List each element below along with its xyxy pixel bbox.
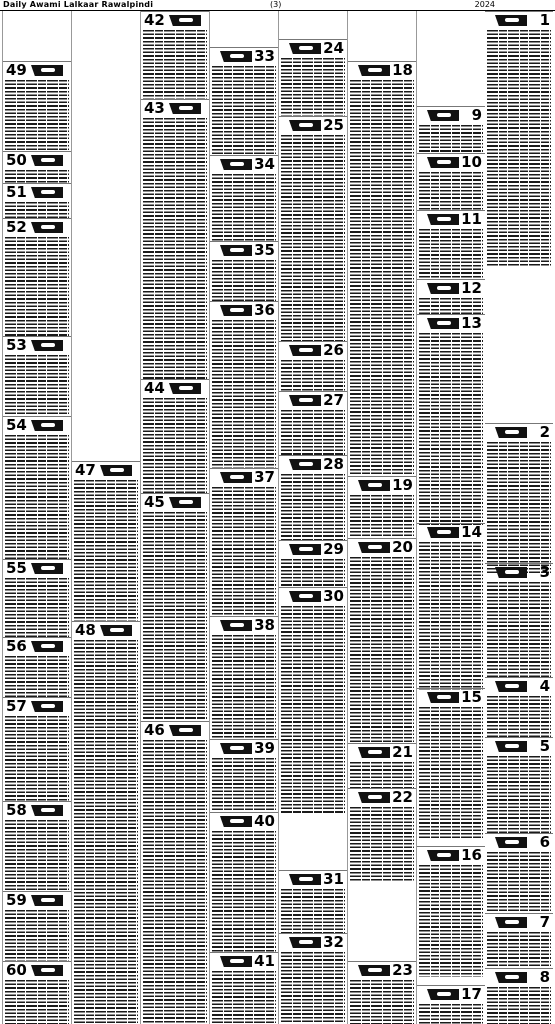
notice-banner-icon: [289, 395, 321, 406]
notice-number: 56: [6, 637, 27, 655]
notice-banner-icon: [220, 51, 252, 62]
notice-banner-icon: [289, 937, 321, 948]
notice-banner-icon: [31, 701, 63, 712]
notice-body-text: [419, 1004, 483, 1024]
notice-body-text: [419, 542, 483, 690]
notice-36: [210, 301, 278, 469]
notice-number: 14: [461, 523, 482, 541]
notice-banner-icon: [427, 527, 459, 538]
notice-10: [417, 153, 485, 211]
notice-banner-icon: [31, 895, 63, 906]
notice-banner-icon: [169, 383, 201, 394]
notice-banner-icon: [31, 340, 63, 351]
notice-37: [210, 468, 278, 617]
notice-56: [3, 637, 71, 698]
notice-number: 39: [254, 739, 275, 757]
notice-body-text: [487, 987, 551, 1024]
notice-47: [72, 461, 140, 622]
notice-banner-icon: [427, 283, 459, 294]
notice-body-text: [5, 820, 69, 892]
notice-30: [279, 587, 347, 813]
notice-body-text: [281, 952, 345, 1024]
notice-banner-icon: [495, 15, 527, 26]
notice-number: 60: [6, 961, 27, 979]
notice-banner-icon: [358, 965, 390, 976]
notice-8: [485, 968, 553, 1024]
notice-number: 2: [539, 423, 550, 441]
notice-body-text: [143, 398, 207, 494]
notice-banner-icon: [31, 641, 63, 652]
notice-45: [141, 493, 209, 722]
notice-banner-icon: [427, 692, 459, 703]
notice-number: 12: [461, 279, 482, 297]
notice-26: [279, 341, 347, 392]
notice-39: [210, 739, 278, 813]
notice-number: 10: [461, 153, 482, 171]
notice-5: [485, 737, 553, 835]
notice-banner-icon: [100, 465, 132, 476]
notice-banner-icon: [427, 989, 459, 1000]
notice-24: [279, 39, 347, 117]
notice-banner-icon: [289, 120, 321, 131]
notice-body-text: [487, 852, 551, 914]
notice-body-text: [281, 58, 345, 117]
notice-banner-icon: [31, 805, 63, 816]
notice-number: 11: [461, 210, 482, 228]
notice-number: 44: [144, 379, 165, 397]
notice-banner-icon: [169, 725, 201, 736]
notice-52: [3, 218, 71, 337]
notice-body-text: [419, 298, 483, 315]
notice-body-text: [143, 30, 207, 100]
notice-number: 26: [323, 341, 344, 359]
notice-number: 32: [323, 933, 344, 951]
column-5: [209, 11, 278, 1024]
notice-number: 48: [75, 621, 96, 639]
notice-number: 31: [323, 870, 344, 888]
notice-banner-icon: [31, 563, 63, 574]
notice-body-text: [212, 487, 276, 617]
notice-31: [279, 870, 347, 934]
notice-number: 22: [392, 788, 413, 806]
notice-body-text: [5, 716, 69, 802]
page-number: (3): [270, 0, 282, 9]
notice-number: 19: [392, 476, 413, 494]
notice-number: 20: [392, 538, 413, 556]
notice-4: [485, 677, 553, 738]
notice-body-text: [419, 865, 483, 977]
notice-59: [3, 891, 71, 962]
notice-51: [3, 183, 71, 219]
notice-banner-icon: [289, 591, 321, 602]
notice-7: [485, 913, 553, 969]
notice-banner-icon: [495, 681, 527, 692]
notice-banner-icon: [220, 956, 252, 967]
column-4: [278, 11, 347, 1024]
notice-number: 42: [144, 11, 165, 29]
notice-body-text: [419, 333, 483, 525]
notice-banner-icon: [100, 625, 132, 636]
notice-banner-icon: [358, 747, 390, 758]
newspaper-name: Daily Awami Lalkaar Rawalpindi: [3, 0, 154, 9]
notice-banner-icon: [220, 472, 252, 483]
notice-body-text: [212, 66, 276, 156]
notice-44: [141, 379, 209, 494]
notice-number: 51: [6, 183, 27, 201]
notice-body-text: [419, 172, 483, 211]
notice-body-text: [212, 260, 276, 302]
notice-body-text: [5, 170, 69, 184]
notice-banner-icon: [427, 110, 459, 121]
notice-body-text: [5, 202, 69, 219]
notice-number: 5: [539, 737, 550, 755]
notice-body-text: [5, 80, 69, 152]
notice-banner-icon: [495, 427, 527, 438]
notice-number: 43: [144, 99, 165, 117]
notice-banner-icon: [31, 222, 63, 233]
notice-number: 6: [539, 833, 550, 851]
notice-number: 8: [539, 968, 550, 986]
notice-1: [485, 11, 553, 267]
notice-body-text: [350, 80, 414, 477]
notice-number: 17: [461, 985, 482, 1003]
notice-body-text: [212, 635, 276, 740]
notice-number: 24: [323, 39, 344, 57]
notice-number: 4: [539, 677, 550, 695]
notice-15: [417, 688, 485, 839]
notice-banner-icon: [358, 542, 390, 553]
notice-banner-icon: [289, 874, 321, 885]
notice-53: [3, 336, 71, 417]
notice-banner-icon: [495, 567, 527, 578]
notice-number: 1: [539, 11, 550, 29]
notice-58: [3, 801, 71, 892]
notice-banner-icon: [220, 305, 252, 316]
notice-banner-icon: [289, 345, 321, 356]
notice-banner-icon: [427, 318, 459, 329]
notice-number: 27: [323, 391, 344, 409]
notice-banner-icon: [31, 187, 63, 198]
notice-body-text: [487, 30, 551, 267]
notice-number: 9: [471, 106, 482, 124]
notice-banner-icon: [169, 15, 201, 26]
notice-number: 49: [6, 61, 27, 79]
notice-banner-icon: [358, 792, 390, 803]
notice-banner-icon: [495, 741, 527, 752]
notice-number: 21: [392, 743, 413, 761]
notice-body-text: [5, 980, 69, 1024]
notice-banner-icon: [31, 155, 63, 166]
notice-number: 38: [254, 616, 275, 634]
notice-number: 46: [144, 721, 165, 739]
notice-20: [348, 538, 416, 744]
notice-banner-icon: [220, 159, 252, 170]
notice-banner-icon: [495, 837, 527, 848]
notice-body-text: [143, 740, 207, 1024]
notice-38: [210, 616, 278, 740]
notice-body-text: [143, 512, 207, 722]
notice-banner-icon: [289, 459, 321, 470]
notice-body-text: [281, 360, 345, 392]
notice-number: 18: [392, 61, 413, 79]
notice-body-text: [5, 355, 69, 417]
notice-banner-icon: [289, 544, 321, 555]
masthead: [0, 0, 555, 11]
notice-banner-icon: [31, 965, 63, 976]
notice-number: 28: [323, 455, 344, 473]
notice-29: [279, 540, 347, 588]
notice-57: [3, 697, 71, 802]
notice-body-text: [281, 559, 345, 588]
notice-50: [3, 151, 71, 184]
notice-banner-icon: [220, 620, 252, 631]
notice-banner-icon: [427, 850, 459, 861]
notice-body-text: [350, 495, 414, 539]
notice-40: [210, 812, 278, 953]
notice-body-text: [212, 320, 276, 469]
notice-number: 16: [461, 846, 482, 864]
column-7: [71, 11, 140, 1024]
notice-banner-icon: [169, 497, 201, 508]
notice-body-text: [350, 762, 414, 789]
notice-number: 40: [254, 812, 275, 830]
notice-number: 54: [6, 416, 27, 434]
notice-23: [348, 961, 416, 1024]
notice-banner-icon: [427, 214, 459, 225]
notice-number: 23: [392, 961, 413, 979]
notice-banner-icon: [31, 65, 63, 76]
notice-number: 36: [254, 301, 275, 319]
notice-banner-icon: [289, 43, 321, 54]
notice-25: [279, 116, 347, 342]
notice-number: 58: [6, 801, 27, 819]
notice-9: [417, 106, 485, 154]
notice-body-text: [5, 578, 69, 638]
notice-number: 57: [6, 697, 27, 715]
notice-body-text: [419, 707, 483, 839]
notice-body-text: [350, 807, 414, 881]
notice-body-text: [212, 174, 276, 242]
notice-banner-icon: [31, 420, 63, 431]
notice-body-text: [5, 910, 69, 962]
notice-16: [417, 846, 485, 977]
notice-number: 3: [539, 563, 550, 581]
notice-banner-icon: [169, 103, 201, 114]
notice-11: [417, 210, 485, 279]
notice-body-text: [212, 831, 276, 953]
notice-33: [210, 47, 278, 156]
notice-body-text: [281, 410, 345, 456]
notice-number: 55: [6, 559, 27, 577]
notice-46: [141, 721, 209, 1024]
notice-6: [485, 833, 553, 914]
notice-banner-icon: [495, 917, 527, 928]
notice-body-text: [5, 656, 69, 698]
notice-banner-icon: [220, 816, 252, 827]
notice-body-text: [487, 932, 551, 969]
notice-body-text: [487, 696, 551, 738]
column-6: [140, 11, 209, 1024]
notice-number: 37: [254, 468, 275, 486]
issue-date: 2024: [474, 0, 495, 9]
notice-21: [348, 743, 416, 789]
notice-number: 59: [6, 891, 27, 909]
notice-body-text: [419, 229, 483, 279]
column-2: [416, 11, 485, 1024]
notice-49: [3, 61, 71, 152]
notice-number: 7: [539, 913, 550, 931]
notice-banner-icon: [358, 480, 390, 491]
notice-number: 13: [461, 314, 482, 332]
notice-banner-icon: [427, 157, 459, 168]
notice-number: 47: [75, 461, 96, 479]
notice-60: [3, 961, 71, 1024]
column-8: [2, 11, 71, 1024]
notice-22: [348, 788, 416, 881]
notice-number: 30: [323, 587, 344, 605]
column-3: [347, 11, 416, 1024]
notice-number: 52: [6, 218, 27, 236]
notice-number: 34: [254, 155, 275, 173]
notice-number: 29: [323, 540, 344, 558]
notice-body-text: [487, 442, 551, 574]
notice-body-text: [487, 582, 551, 678]
notice-body-text: [5, 435, 69, 560]
notice-number: 50: [6, 151, 27, 169]
notice-body-text: [212, 758, 276, 813]
notice-body-text: [5, 237, 69, 337]
notice-number: 33: [254, 47, 275, 65]
notice-body-text: [212, 971, 276, 1024]
notice-43: [141, 99, 209, 380]
notice-48: [72, 621, 140, 1024]
notice-banner-icon: [220, 245, 252, 256]
column-1: [485, 11, 553, 1024]
notice-banner-icon: [495, 972, 527, 983]
notice-number: 45: [144, 493, 165, 511]
notice-13: [417, 314, 485, 525]
notice-54: [3, 416, 71, 560]
notice-2: [485, 423, 553, 574]
notice-banner-icon: [220, 743, 252, 754]
notice-18: [348, 61, 416, 477]
notice-body-text: [350, 557, 414, 744]
notice-body-text: [281, 889, 345, 934]
notice-35: [210, 241, 278, 302]
notice-41: [210, 952, 278, 1024]
notice-body-text: [281, 606, 345, 813]
notice-19: [348, 476, 416, 539]
notice-body-text: [487, 756, 551, 835]
notice-banner-icon: [358, 65, 390, 76]
notice-12: [417, 279, 485, 315]
notice-28: [279, 455, 347, 541]
notice-number: 35: [254, 241, 275, 259]
notice-body-text: [143, 118, 207, 380]
notice-body-text: [74, 480, 138, 622]
notice-32: [279, 933, 347, 1024]
notice-number: 41: [254, 952, 275, 970]
notice-34: [210, 155, 278, 242]
notice-body-text: [74, 640, 138, 1024]
notice-27: [279, 391, 347, 456]
notice-number: 53: [6, 336, 27, 354]
classified-columns: [0, 11, 555, 1024]
notice-42: [141, 11, 209, 100]
notice-14: [417, 523, 485, 690]
notice-body-text: [281, 135, 345, 342]
notice-number: 15: [461, 688, 482, 706]
notice-body-text: [419, 125, 483, 154]
notice-3: [485, 563, 553, 678]
notice-body-text: [350, 980, 414, 1024]
notice-body-text: [281, 474, 345, 541]
notice-number: 25: [323, 116, 344, 134]
notice-55: [3, 559, 71, 638]
notice-17: [417, 985, 485, 1024]
